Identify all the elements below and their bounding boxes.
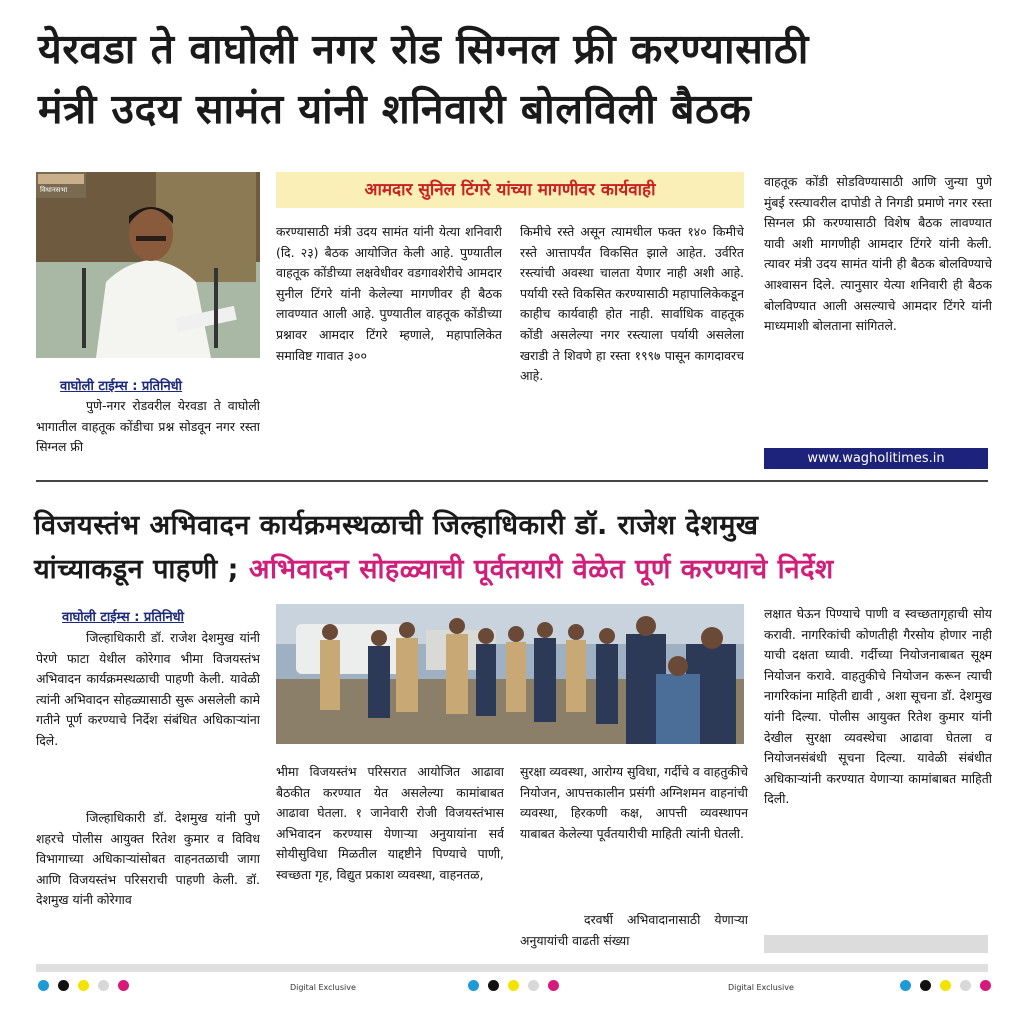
color-dot-grey [98,980,109,991]
story2-column1a: जिल्हाधिकारी डॉ. राजेश देशमुख यांनी पेरणे फाटा येथील कोरेगाव भीमा विजयस्तंभ अभिवादन कार्यक्रमस्थळाची पाहणी केली. यावेळी त्यांनी अभिवादन सोहळ्यासाठी सुरू असलेली कामे गतीने पूर्ण करण्याचे निर्देश संबंधित अधिकाऱ्यांना दिले. [36,630,260,748]
story2-headline-pink: अभिवादन सोहळ्याची पूर्वतयारी वेळेत पूर्ण करण्याचे निर्देश [248,554,834,585]
photo-logo-text: विधानसभा [40,186,68,194]
story1-column4: वाहतूक कोंडी सोडविण्यासाठी आणि जुन्या पुणे मुंबई रस्त्यावरील दापोडी ते निगडी प्रमाणे नगर रस्ता सिग्नल फ्री करण्यासाठी विशेष बैठक लावण्यात यावी अशी मागणीही आमदार टिंगरे यांनी केली. त्यावर मंत्री उदय सामंत यांनी ही बैठक बोलविण्याचे आश्वासन दिले. त्यानुसार येत्या शनिवारी ही बैठक बोलविण्यात आली असल्याचे आमदार टिंगरे यांनी माध्यमाशी बोलताना सांगितले. [764,174,992,334]
footer-strip [36,964,988,972]
color-dot-grey [960,980,971,991]
color-dot-black [488,980,499,991]
story2-headline-line2 [34,552,994,588]
website-banner: www.wagholitimes.in [764,448,988,469]
color-dot-black [920,980,931,991]
story1-column1: पुणे-नगर रोडवरील येरवडा ते वाघोली भागातील वाहतूक कोंडीचा प्रश्न सोडवून नगर रस्ता सिग्नल फ्री [36,398,260,455]
color-dot-grey [528,980,539,991]
color-dot-cyan [900,980,911,991]
story2-column3a: सुरक्षा व्यवस्था, आरोग्य सुविधा, गर्दीचे व वाहतुकीचे नियोजन, आपत्तकालीन प्रसंगी अग्निशमन वाहनांची व्यवस्था, हिरकणी कक्ष, आपत्ती व्यवस्थापन याबाबत केलेल्या पूर्वतयारीची माहिती त्यांनी घेतली. [520,764,748,841]
footer-label-right: Digital Exclusive [728,983,794,992]
footer-label-center: Digital Exclusive [290,983,356,992]
story2-byline: वाघोली टाईम्स : प्रतिनिधी [62,610,185,625]
story1-subhead: आमदार सुनिल टिंगरे यांच्या मागणीवर कार्यवाही [276,172,744,208]
filler-bar [764,935,988,953]
color-dot-magenta [118,980,129,991]
story1-headline-line2: मंत्री उदय सामंत यांनी शनिवारी बोलविली बैठक [38,85,752,133]
story2-headline-black: यांच्याकडून पाहणी ; [34,554,239,585]
color-dot-yellow [78,980,89,991]
story2-column3b: दरवर्षी अभिवादानासाठी येणाऱ्या अनुयायांची वाढती संख्या [520,912,748,948]
story1-byline: वाघोली टाईम्स : प्रतिनिधी [60,379,183,394]
story1-column2: करण्यासाठी मंत्री उदय सामंत यांनी येत्या शनिवारी (दि. २३) बैठक आयोजित केली आहे. पुण्यातील वाहतूक कोंडीच्या लक्षवेधीवर वडगावशेरीचे आमदार सुनील टिंगरे यांनी केलेल्या मागणीवर ही बैठक लावण्यात आली आहे. पुण्यातील वाहतूक कोंडीच्या प्रश्नावर आमदार टिंगरे म्हणाले, महापालिकेत समाविष्ट गावात ३०० [276,224,502,363]
color-dot-magenta [980,980,991,991]
color-dot-black [58,980,69,991]
story2-photo [276,604,744,744]
story2-column1b: जिल्हाधिकारी डॉ. देशमुख यांनी पुणे शहरचे पोलीस आयुक्त रितेश कुमार व विविध विभागाच्या अधिकाऱ्यांसोबत वाहनतळाची जागा आणि विजयस्तंभ परिसराची पाहणी केली. डॉ. देशमुख यांनी कोरेगाव [36,810,260,908]
color-dot-yellow [508,980,519,991]
color-dot-yellow [940,980,951,991]
section-divider [36,480,988,482]
story1-photo [36,172,260,358]
story1-headline-line1: येरवडा ते वाघोली नगर रोड सिग्नल फ्री करण्यासाठी [38,25,809,73]
story2-headline-line1: विजयस्तंभ अभिवादन कार्यक्रमस्थळाची जिल्हाधिकारी डॉ. राजेश देशमुख [34,510,759,541]
story2-column2: भीमा विजयस्तंभ परिसरात आयोजित आढावा बैठकीत करण्यात येत असलेल्या कामांबाबत आढावा घेतला. १ जानेवारी रोजी विजयस्तंभास अभिवादन करण्यास येणाऱ्या अनुयायांना सर्व सोयीसुविधा मिळतील याद्दष्टीने पिण्याचे पाणी, स्वच्छता गृह, विद्युत प्रकाश व्यवस्था, वाहनतळ, [276,764,504,882]
story2-column4: लक्षात घेऊन पिण्याचे पाणी व स्वच्छतागृहाची सोय करावी. नागरिकांची कोणतीही गैरसोय होणार नाही याची दक्षता घ्यावी. गर्दीच्या नियोजनाबाबत सूक्ष्म नियोजन करावे. वाहतुकीचे नियोजन करून त्याची नागरिकांना माहिती द्यावी , अशा सूचना डॉ. देशमुख यांनी दिल्या. पोलीस आयुक्त रितेश कुमार यांनी देखील सुरक्षा व्यवस्थेचा आढावा घेतला व नियोजनसंबंधी सूचना दिल्या. यावेळी संबंधीत अधिकाऱ्यांनी करण्यात येणाऱ्या कामांबाबत माहिती दिली. [764,606,992,807]
story1-column3: किमीचे रस्ते असून त्यामधील फक्त १४० किमीचे रस्ते आत्तापर्यंत विकसित झाले आहेत. उर्वरित रस्त्यांची अवस्था चालता येणार नाही अशी आहे. पर्यायी रस्ते विकसित करण्यासाठी महापालिकेकडून काहीच कार्यवाही होत नाही. सार्वाधिक वाहतूक कोंडी असलेल्या नगर रस्त्याला पर्यायी असलेला खराडी ते शिवणे हा रस्ता १९९७ पासून कागदावरच आहे. [520,224,744,384]
color-dot-magenta [548,980,559,991]
color-dot-cyan [38,980,49,991]
color-dot-cyan [468,980,479,991]
